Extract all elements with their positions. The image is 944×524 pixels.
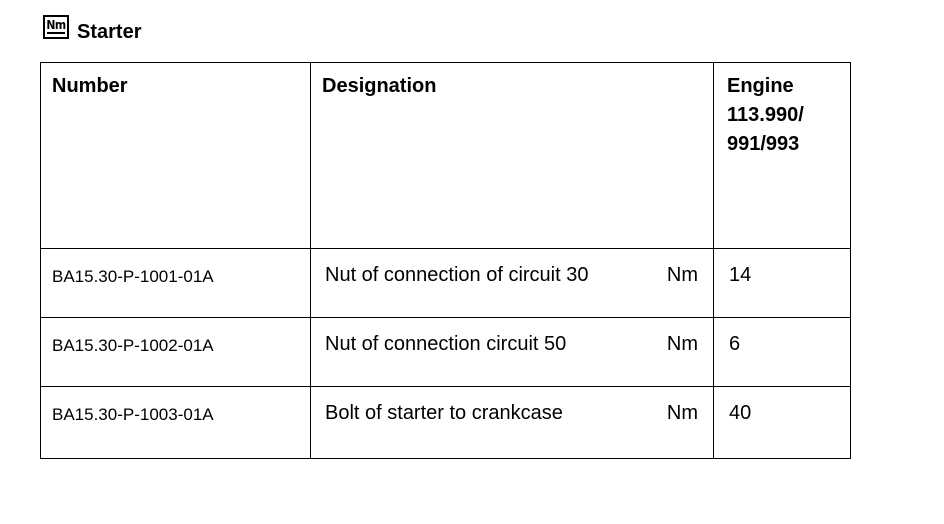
torque-value-cell: 6 [714,318,851,387]
table-header-row [41,63,851,249]
designation-text: Nut of connection circuit 50 [325,333,567,355]
part-number-cell: BA15.30-P-1001-01A [41,249,311,318]
column-header-number: Number [41,63,311,249]
engine-header-line: 113.990/ [727,104,804,126]
designation-cell [311,249,714,318]
table-row [41,249,851,318]
torque-value-cell: 40 [714,387,851,459]
part-number-cell: BA15.30-P-1002-01A [41,318,311,387]
unit-label: Nm [666,333,698,355]
engine-header-line: 991/993 [727,133,800,155]
section-heading [43,16,141,44]
designation-text: Nut of connection of circuit 30 [325,264,589,286]
designation-text: Bolt of starter to crankcase [325,402,563,424]
section-title: Starter [77,20,142,43]
table-row [41,318,851,387]
unit-label: Nm [666,264,698,286]
designation-cell [311,387,714,459]
column-header-engine [714,63,851,249]
column-header-designation: Designation [311,63,714,249]
torque-spec-table [40,62,851,459]
torque-nm-icon: Nm [43,15,69,39]
engine-header-line: Engine [727,75,794,97]
designation-cell [311,318,714,387]
unit-label: Nm [666,402,698,424]
part-number-cell: BA15.30-P-1003-01A [41,387,311,459]
table-row [41,387,851,459]
torque-value-cell: 14 [714,249,851,318]
